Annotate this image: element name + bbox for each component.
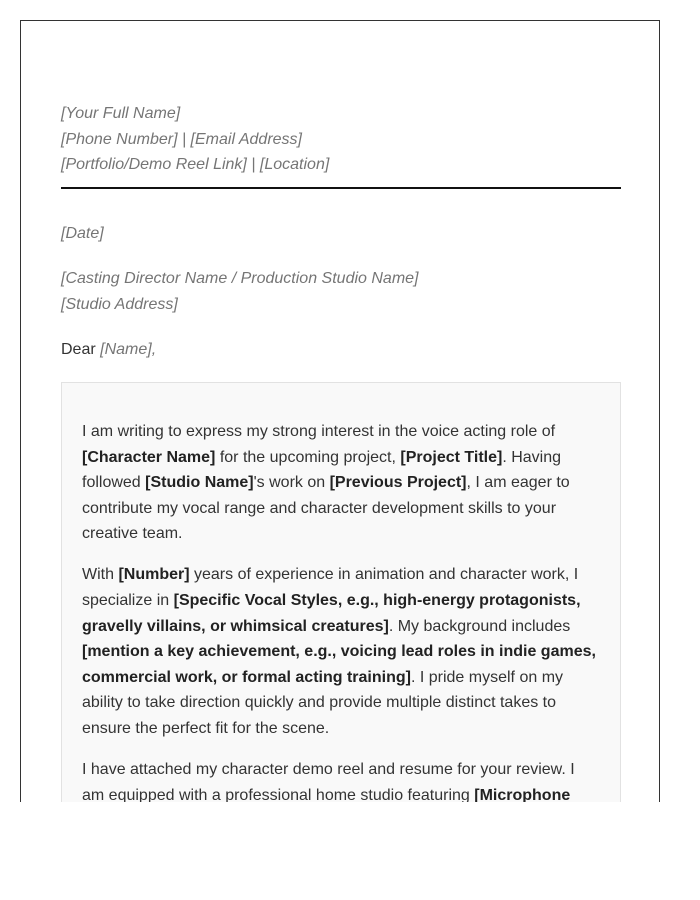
p1-bold-1: [Character Name] <box>82 448 216 466</box>
recipient-block <box>61 266 418 318</box>
recipient-name: [Casting Director Name / Production Studio Name] <box>61 270 419 287</box>
p3-text-1: I have attached my character demo reel and resume for your review. I am equipped with a professional home studio featuring <box>82 761 575 802</box>
p2-bold-3: [mention a key achievement, e.g., voicing lead roles in indie games, commercial work, or formal acting training] <box>82 643 596 686</box>
p3-bold-1: [Microphone <box>474 786 571 802</box>
letter-date: [Date] <box>61 225 104 242</box>
sender-name: [Your Full Name] <box>61 105 181 122</box>
p1-bold-2: [Project Title] <box>400 448 503 466</box>
salutation-suffix: , <box>151 341 157 358</box>
body-paragraph-1 <box>82 419 600 547</box>
p1-bold-4: [Previous Project] <box>329 474 467 492</box>
body-paragraph-3 <box>82 757 600 802</box>
recipient-address: [Studio Address] <box>61 296 178 313</box>
header-divider <box>61 187 621 189</box>
sender-contact: [Phone Number] | [Email Address] <box>61 130 302 148</box>
letter-body <box>61 382 621 802</box>
sender-block <box>61 101 621 178</box>
p1-text-1: I am writing to express my strong interest in the voice acting role of <box>82 423 556 440</box>
salutation <box>61 337 156 362</box>
p2-text-1: With <box>82 566 119 584</box>
p2-text-4: . I pride myself on my ability to take direction quickly and provide multiple distinct takes to ensure the perfect fit for the scene. <box>82 668 564 738</box>
salutation-prefix: Dear <box>61 341 101 358</box>
sender-links: [Portfolio/Demo Reel Link] | [Location] <box>61 156 330 173</box>
p2-text-2: years of experience in animation and character work, I specialize in <box>82 566 579 610</box>
p2-bold-1: [Number] <box>118 566 190 584</box>
body-paragraph-2 <box>82 562 600 741</box>
p2-bold-2: [Specific Vocal Styles, e.g., high-energy protagonists, gravelly villains, or whimsical creatures] <box>82 592 581 635</box>
letter-page <box>20 20 660 802</box>
p1-text-2: for the upcoming project, <box>215 448 401 466</box>
salutation-name: [Name] <box>100 341 152 358</box>
p1-text-3: . Having followed <box>82 448 562 492</box>
p1-text-5: , I am eager to contribute my vocal range and character development skills to your creative team. <box>82 474 570 543</box>
p1-text-4: 's work on <box>253 474 330 492</box>
p2-text-3: . My background includes <box>388 617 571 635</box>
p1-bold-3: [Studio Name] <box>145 474 254 492</box>
